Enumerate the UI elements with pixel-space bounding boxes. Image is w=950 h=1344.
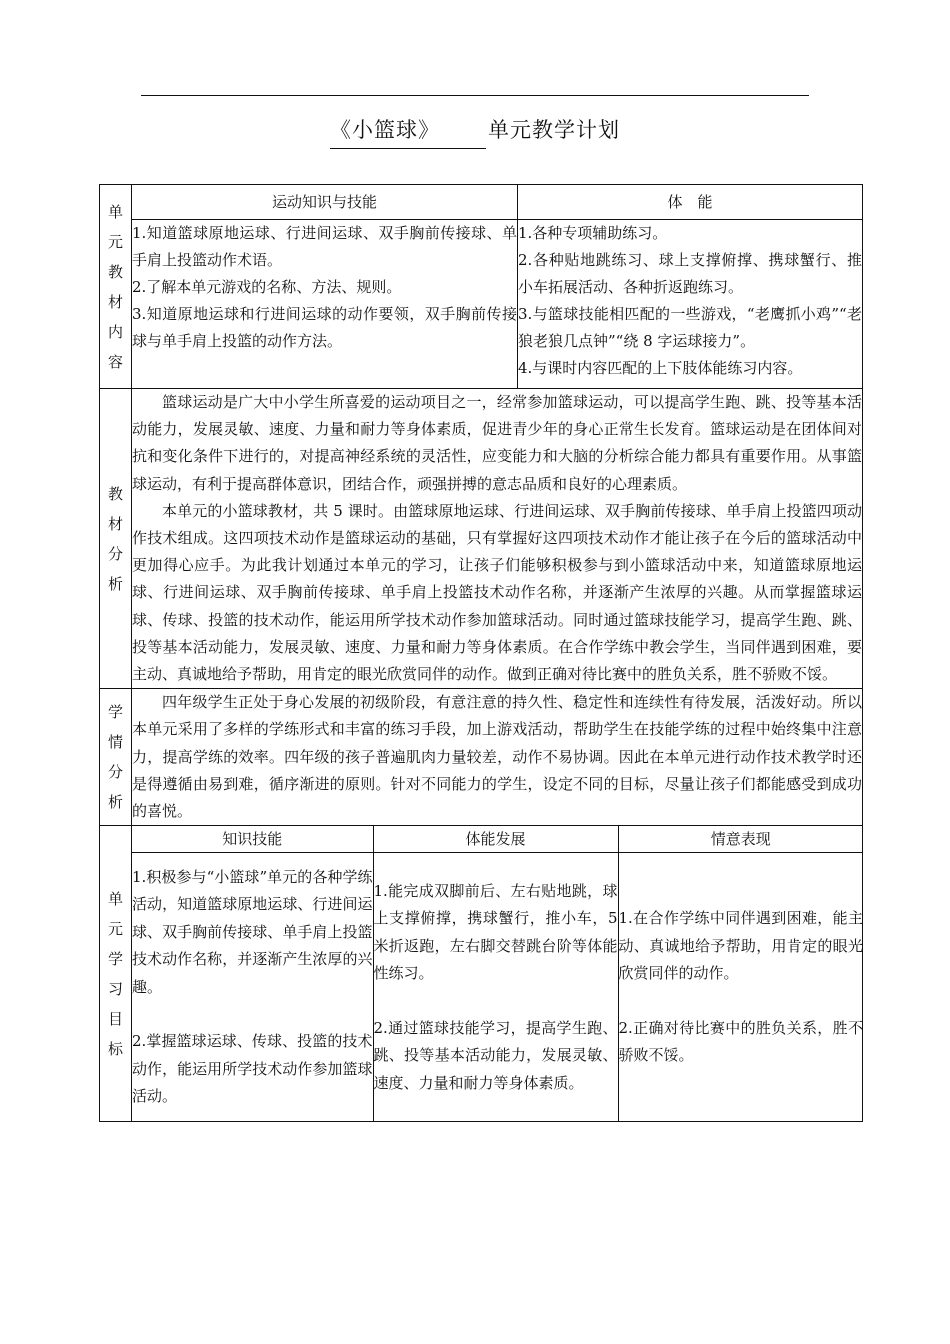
- goals-knowledge-cell: [132, 853, 373, 1122]
- page-title: [0, 114, 950, 149]
- goals-header-fitness: 体能发展: [373, 826, 618, 853]
- student-analysis-side-label: 学 情 分 析: [100, 689, 132, 826]
- content-side-label: 单 元 教 材 内 容: [100, 185, 132, 389]
- physical-fitness-header: 体 能: [518, 185, 863, 220]
- learning-goals-side-label: 单 元 学 习 目 标: [100, 826, 132, 1122]
- list-item: 1.积极参与“小篮球”单元的各种学练活动，知道篮球原地运球、行进间运球、双手胸前传接球、单手肩上投篮技术动作名称，并逐渐产生浓厚的兴趣。: [132, 867, 373, 996]
- header-rule: [141, 95, 809, 96]
- goals-emotion-cell: [618, 853, 863, 1122]
- learning-goals-table: [132, 826, 863, 1121]
- list-item: 3.知道原地运球和行进间运球的动作要领，双手胸前传接球与单手肩上投篮的动作方法。: [132, 305, 517, 350]
- list-item: 1.知道篮球原地运球、行进间运球、双手胸前传接球、单手肩上投篮动作术语。: [132, 224, 517, 269]
- list-item: 4.与课时内容匹配的上下肢体能练习内容。: [518, 359, 803, 377]
- list-item: 1.各种专项辅助练习。: [518, 224, 668, 242]
- paragraph: 篮球运动是广大中小学生所喜爱的运动项目之一，经常参加篮球运动，可以提高学生跑、跳、投等基本活动能力，发展灵敏、速度、力量和耐力等身体素质，促进青少年的身心正常生长发育。篮球运动是在团体间对抗和变化条件下进行的，对提高神经系统的灵活性，应变能力和大脑的分析综合能力都具有重要作用。从事篮球运动，有利于提高群体意识，团结合作，顽强拼搏的意志品质和良好的心理素质。: [132, 393, 862, 493]
- list-item: 2.正确对待比赛中的胜负关系，胜不骄败不馁。: [618, 1018, 863, 1064]
- list-item: 1.在合作学练中同伴遇到困难，能主动、真诚地给予帮助，用肯定的眼光欣赏同伴的动作。: [618, 909, 863, 982]
- knowledge-skills-header: 运动知识与技能: [132, 185, 518, 220]
- goals-header-emotion: 情意表现: [618, 826, 863, 853]
- list-item: 2.各种贴地跳练习、球上支撑俯撑、携球蟹行、推小车拓展活动、各种折返跑练习。: [518, 251, 862, 296]
- list-item: 3.与篮球技能相匹配的一些游戏，“老鹰抓小鸡”“老狼老狼几点钟”“绕 8 字运球接力”。: [518, 305, 862, 350]
- title-course-name: 《小篮球》: [330, 114, 486, 149]
- paragraph: 四年级学生正处于身心发展的初级阶段，有意注意的持久性、稳定性和连续性有待发展，活泼好动。所以本单元采用了多样的学练形式和丰富的练习手段，加上游戏活动，帮助学生在技能学练的过程中始终集中注意力，提高学练的效率。四年级的孩子普遍肌肉力量较差，动作不易协调。因此在本单元进行动作技术教学时还是得遵循由易到难，循序渐进的原则。针对不同能力的学生，设定不同的目标，尽量让孩子们都能感受到成功的喜悦。: [132, 693, 862, 821]
- list-item: 1.能完成双脚前后、左右贴地跳，球上支撑俯撑，携球蟹行，推小车，5 米折返跑，左右脚交替跳台阶等体能性练习。: [373, 881, 618, 982]
- material-analysis-side-label: 教 材 分 析: [100, 389, 132, 689]
- unit-plan-table: [99, 184, 863, 1122]
- physical-fitness-list: [518, 220, 863, 389]
- paragraph: 本单元的小篮球教材，共 5 课时。由篮球原地运球、行进间运球、双手胸前传接球、单手肩上投篮四项动作技术组成。这四项技术动作是篮球运动的基础，只有掌握好这四项技术动作才能让孩子在今后的篮球活动中更加得心应手。为此我计划通过本单元的学习，让孩子们能够积极参与到小篮球活动中来，知道篮球原地运球、行进间运球、双手胸前传接球、单手肩上投篮技术动作名称，并逐渐产生浓厚的兴趣。从而掌握篮球运球、传球、投篮的技术动作，能运用所学技术动作参加篮球活动。同时通过篮球技能学习，提高学生跑、跳、投等基本活动能力，发展灵敏、速度、力量和耐力等身体素质。在合作学练中教会学生，当同伴遇到困难，要主动、真诚地给予帮助，用肯定的眼光欣赏同伴的动作。做到正确对待比赛中的胜负关系，胜不骄败不馁。: [132, 501, 862, 684]
- material-analysis-text: [132, 389, 863, 689]
- list-item: 2.掌握篮球运球、传球、投篮的技术动作，能运用所学技术动作参加篮球活动。: [132, 1032, 373, 1106]
- student-analysis-text: [132, 689, 863, 826]
- list-item: 2.通过篮球技能学习，提高学生跑、跳、投等基本活动能力，发展灵敏、速度、力量和耐力等身体素质。: [373, 1018, 618, 1092]
- knowledge-skills-list: [132, 220, 518, 389]
- title-plan-label: 单元教学计划: [488, 118, 620, 142]
- list-item: 2.了解本单元游戏的名称、方法、规则。: [132, 278, 402, 296]
- learning-goals-container: [132, 826, 863, 1122]
- goals-header-knowledge: 知识技能: [132, 826, 373, 853]
- goals-fitness-cell: [373, 853, 618, 1122]
